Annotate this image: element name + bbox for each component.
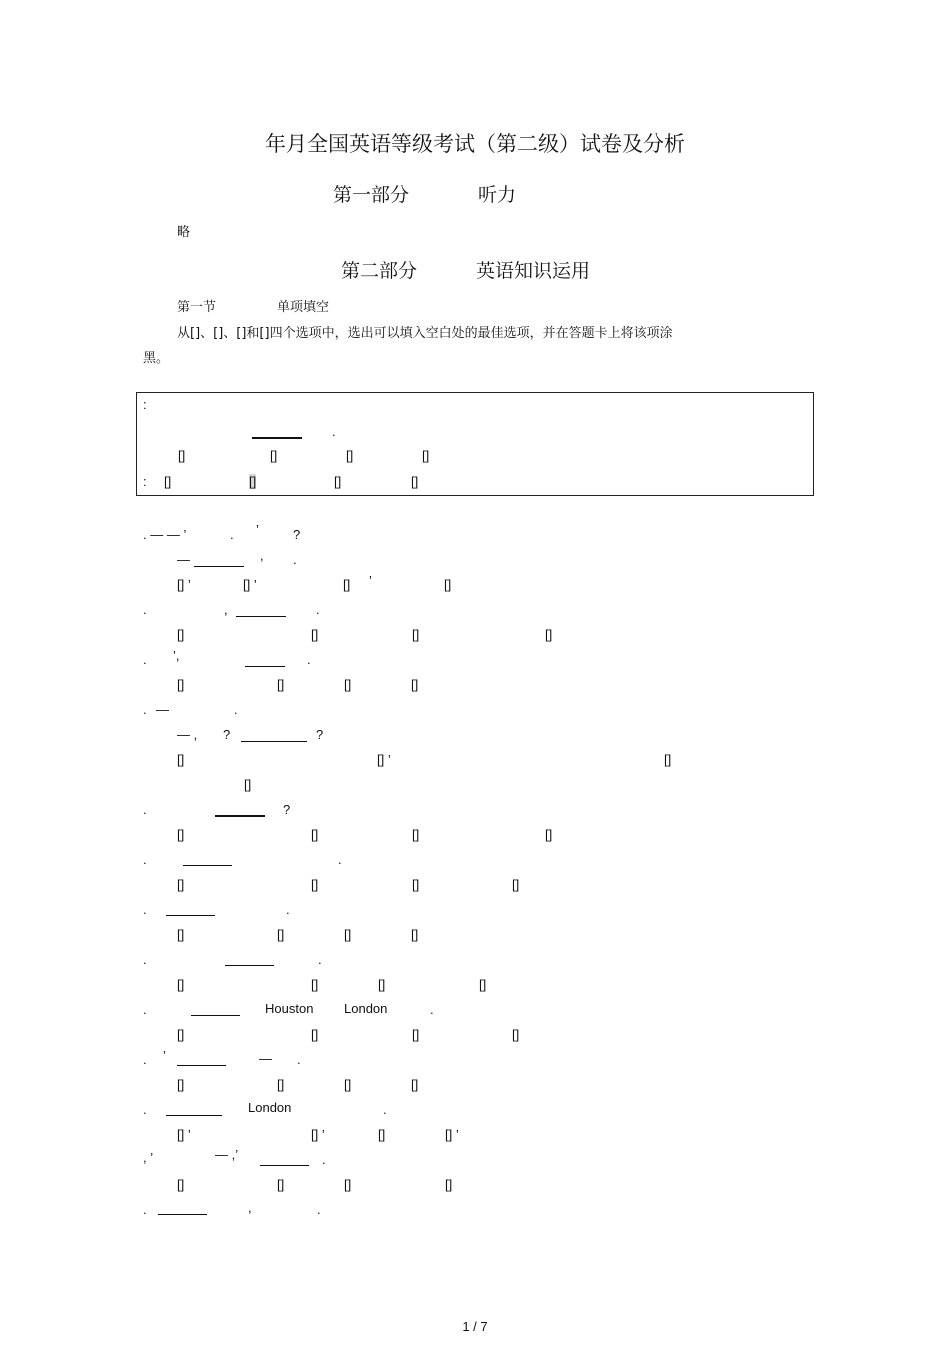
document-title: 年月全国英语等级考试（第二级）试卷及分析 xyxy=(265,132,685,156)
q9-dot: . xyxy=(143,1002,147,1017)
q12-comma-apos: , ’ xyxy=(143,1150,154,1165)
q12-option-a: [] xyxy=(177,1177,185,1192)
q2-blank xyxy=(236,616,286,617)
q2-end-dot: . xyxy=(316,602,320,617)
q12-blank xyxy=(260,1165,309,1166)
q5-option-a: [] xyxy=(177,827,185,842)
q1-stem-q: ? xyxy=(293,527,301,542)
q1-option-a: [] ’ xyxy=(177,577,191,592)
example-colon: : xyxy=(143,397,147,412)
q1-dot: . xyxy=(293,552,297,567)
page-number: 1 / 7 xyxy=(462,1319,488,1334)
example-option-c: [] xyxy=(346,448,354,463)
part1-name: 听力 xyxy=(478,184,517,206)
q13-end-dot: . xyxy=(317,1202,321,1217)
example-period: . xyxy=(332,424,336,439)
q4-option-c: [] xyxy=(664,752,672,767)
q4-option-b: [] ’ xyxy=(377,752,391,767)
q7-end-dot: . xyxy=(286,902,290,917)
section1-name: 单项填空 xyxy=(277,300,330,315)
q5-option-b: [] xyxy=(311,827,319,842)
q2-option-a: [] xyxy=(177,627,185,642)
q2-option-c: [] xyxy=(412,627,420,642)
q1-stem-a: . — — ’ xyxy=(143,527,187,542)
q9-option-b: [] xyxy=(311,1027,319,1042)
q3-blank xyxy=(245,666,285,667)
q9-option-d: [] xyxy=(512,1027,520,1042)
q1-option-c: [] xyxy=(343,577,351,592)
q12-option-b: [] xyxy=(277,1177,285,1192)
q3-dot: . xyxy=(143,652,147,667)
example-blank xyxy=(252,437,302,439)
q6-option-b: [] xyxy=(311,877,319,892)
q8-option-d: [] xyxy=(479,977,487,992)
q6-option-a: [] xyxy=(177,877,185,892)
q11-end-dot: . xyxy=(383,1102,387,1117)
q6-option-d: [] xyxy=(512,877,520,892)
instructions-line2: 黑。 xyxy=(143,351,170,366)
example-option-d: [] xyxy=(422,448,430,463)
q4-dash: — xyxy=(156,702,169,717)
q1-comma: , xyxy=(260,548,264,563)
q4-blank xyxy=(241,741,307,742)
q13-comma: , xyxy=(248,1200,252,1215)
q4-stem-end-dot: . xyxy=(234,702,238,717)
q9-end-dot: . xyxy=(430,1002,434,1017)
q4-q2: ? xyxy=(316,727,324,742)
q3-apos-comma: ’, xyxy=(173,648,180,663)
q4-dash-comma: — , xyxy=(177,727,198,742)
q10-option-a: [] xyxy=(177,1077,185,1092)
q10-option-c: [] xyxy=(344,1077,352,1092)
q3-option-c: [] xyxy=(344,677,352,692)
q10-dash: — xyxy=(259,1051,272,1066)
q6-blank xyxy=(183,865,232,866)
q11-option-d: [] ’ xyxy=(445,1127,459,1142)
q1-blank xyxy=(194,566,244,567)
q7-option-c: [] xyxy=(344,927,352,942)
q9-option-c: [] xyxy=(412,1027,420,1042)
q9-word-london: London xyxy=(344,1001,388,1016)
q3-option-b: [] xyxy=(277,677,285,692)
q5-blank xyxy=(215,815,265,817)
q12-option-c: [] xyxy=(344,1177,352,1192)
example-answer-d: [] xyxy=(411,474,419,489)
example-answer-a: [] xyxy=(164,474,172,489)
q10-end-dot: . xyxy=(297,1052,301,1067)
instructions-line1: 从[]、[]、[]和[]四个选项中，选出可以填入空白处的最佳选项，并在答题卡上将该项涂 xyxy=(177,326,673,341)
q6-end-dot: . xyxy=(338,852,342,867)
q5-dot: . xyxy=(143,802,147,817)
q11-option-b: [] ’ xyxy=(311,1127,325,1142)
q1-option-c-apos: ’ xyxy=(369,573,372,588)
q10-option-d: [] xyxy=(411,1077,419,1092)
q7-blank xyxy=(166,915,215,916)
q8-option-b: [] xyxy=(311,977,319,992)
q11-option-a: [] ’ xyxy=(177,1127,191,1142)
q2-dot: . xyxy=(143,602,147,617)
part1-label: 第一部分 xyxy=(333,184,410,206)
q3-option-a: [] xyxy=(177,677,185,692)
q13-blank xyxy=(158,1214,207,1215)
q5-option-d: [] xyxy=(545,827,553,842)
part2-name: 英语知识运用 xyxy=(476,260,591,282)
q2-comma: , xyxy=(224,602,228,617)
q5-q: ? xyxy=(283,802,291,817)
q9-word-houston: Houston xyxy=(265,1001,314,1016)
q6-dot: . xyxy=(143,852,147,867)
q8-dot: . xyxy=(143,952,147,967)
part2-label: 第二部分 xyxy=(341,260,418,282)
part1-note: 略 xyxy=(177,225,191,240)
q8-blank xyxy=(225,965,274,966)
q11-word-london: London xyxy=(248,1100,292,1115)
q3-option-d: [] xyxy=(411,677,419,692)
q1-option-d: [] xyxy=(444,577,452,592)
q11-blank xyxy=(166,1115,222,1116)
example-answer-b: [] xyxy=(249,474,257,489)
q1-option-b: [] ’ xyxy=(243,577,257,592)
q8-end-dot: . xyxy=(318,952,322,967)
q12-dash-apos: — ,’ xyxy=(215,1147,239,1162)
q2-option-d: [] xyxy=(545,627,553,642)
q7-dot: . xyxy=(143,902,147,917)
q6-option-c: [] xyxy=(412,877,420,892)
q8-option-a: [] xyxy=(177,977,185,992)
q3-end-dot: . xyxy=(307,652,311,667)
example-option-b: [] xyxy=(270,448,278,463)
example-answer-c: [] xyxy=(334,474,342,489)
example-box xyxy=(136,392,814,496)
q8-option-c: [] xyxy=(378,977,386,992)
q13-dot: . xyxy=(143,1202,147,1217)
q11-dot: . xyxy=(143,1102,147,1117)
q9-option-a: [] xyxy=(177,1027,185,1042)
q4-q1: ? xyxy=(223,727,231,742)
q7-option-d: [] xyxy=(411,927,419,942)
q4-dot: . xyxy=(143,702,147,717)
q4-option-d: [] xyxy=(244,777,252,792)
q10-option-b: [] xyxy=(277,1077,285,1092)
q4-option-a: [] xyxy=(177,752,185,767)
q11-option-c: [] xyxy=(378,1127,386,1142)
q5-option-c: [] xyxy=(412,827,420,842)
q1-dash: — xyxy=(177,552,190,567)
q7-option-a: [] xyxy=(177,927,185,942)
example-option-a: [] xyxy=(178,448,186,463)
q9-blank xyxy=(191,1015,240,1016)
q1-stem-dot: . xyxy=(230,527,234,542)
q12-end-dot: . xyxy=(322,1152,326,1167)
q1-stem-apos: ’ xyxy=(256,522,259,537)
section1-label: 第一节 xyxy=(177,300,217,315)
q2-option-b: [] xyxy=(311,627,319,642)
q7-option-b: [] xyxy=(277,927,285,942)
example-answer-prefix: : xyxy=(143,474,147,489)
q10-apos: ’ xyxy=(163,1048,166,1063)
q12-option-d: [] xyxy=(445,1177,453,1192)
q10-dot: . xyxy=(143,1052,147,1067)
q10-blank xyxy=(177,1065,226,1066)
